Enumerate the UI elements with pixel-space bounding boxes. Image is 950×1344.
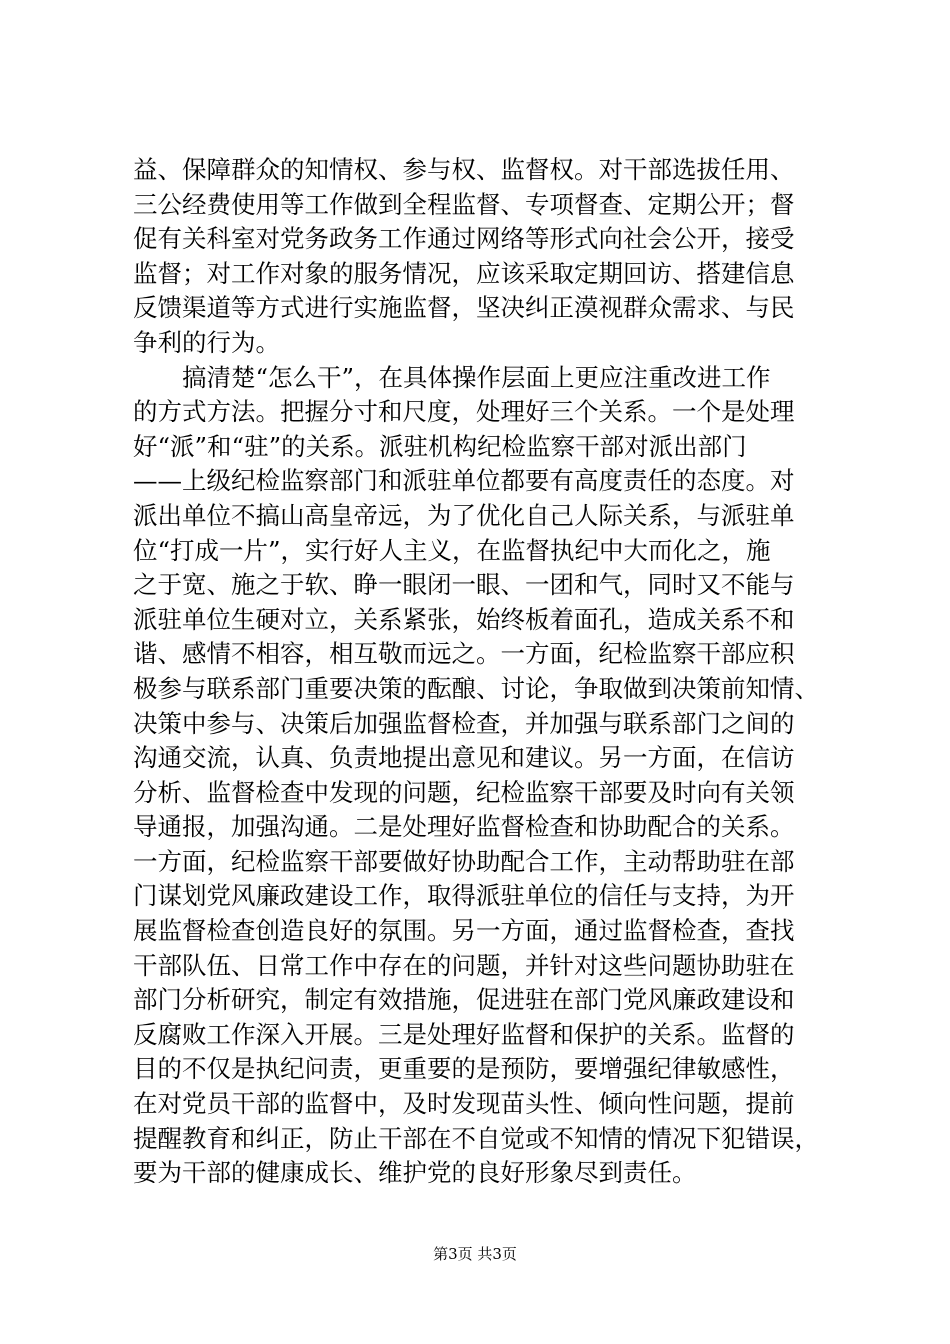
text-line: 益、保障群众的知情权、参与权、监督权。对干部选拔任用、 [133, 155, 795, 184]
text-line: 部门分析研究，制定有效措施，促进驻在部门党风廉政建设和 [133, 985, 795, 1015]
text-line: 之于宽、施之于软、睁一眼闭一眼、一团和气，同时又不能与 [133, 570, 795, 600]
text-line: 反腐败工作深入开展。三是处理好监督和保护的关系。监督的 [133, 1019, 795, 1049]
text-line: 展监督检查创造良好的氛围。另一方面，通过监督检查，查找 [133, 916, 795, 946]
text-line: ——上级纪检监察部门和派驻单位都要有高度责任的态度。对 [133, 466, 795, 496]
text-line: 沟通交流，认真、负责地提出意见和建议。另一方面，在信访 [133, 743, 795, 773]
text-line: 要为干部的健康成长、维护党的良好形象尽到责任。 [133, 1158, 697, 1188]
text-line: 分析、监督检查中发现的问题，纪检监察干部要及时向有关领 [133, 777, 795, 807]
body-text [133, 153, 833, 1191]
text-line: 目的不仅是执纪问责，更重要的是预防，要增强纪律敏感性， [133, 1054, 795, 1084]
text-line: 导通报，加强沟通。二是处理好监督检查和协助配合的关系。 [133, 812, 795, 842]
page-footer [0, 1244, 950, 1264]
text-line: 决策中参与、决策后加强监督检查，并加强与联系部门之间的 [133, 708, 795, 738]
text-line: 提醒教育和纠正，防止干部在不自觉或不知情的情况下犯错误， [133, 1123, 819, 1153]
text-line: 派驻单位生硬对立，关系紧张，始终板着面孔，造成关系不和 [133, 604, 795, 634]
text-line: 在对党员干部的监督中，及时发现苗头性、倾向性问题，提前 [133, 1089, 795, 1119]
text-line: 反馈渠道等方式进行实施监督，坚决纠正漠视群众需求、与民 [133, 293, 795, 323]
text-line: 派出单位不搞山高皇帝远，为了优化自己人际关系，与派驻单 [133, 500, 795, 530]
text-line: 监督；对工作对象的服务情况，应该采取定期回访、搭建信息 [133, 258, 795, 288]
text-line: 门谋划党风廉政建设工作，取得派驻单位的信任与支持，为开 [133, 881, 795, 911]
text-line: 促有关科室对党务政务工作通过网络等形式向社会公开，接受 [133, 224, 795, 254]
text-line: 好“派”和“驻”的关系。派驻机构纪检监察干部对派出部门 [133, 431, 747, 461]
page-number: 第3页 共3页 [433, 1245, 517, 1263]
text-line: 搞清楚“怎么干”，在具体操作层面上更应注重改进工作 [133, 362, 771, 392]
text-line: 谐、感情不相容，相互敬而远之。一方面，纪检监察干部应积 [133, 639, 795, 669]
text-line: 干部队伍、日常工作中存在的问题，并针对这些问题协助驻在 [133, 950, 795, 980]
text-line: 极参与联系部门重要决策的酝酿、讨论，争取做到决策前知情、 [133, 673, 819, 703]
text-line: 位“打成一片”，实行好人主义，在监督执纪中大而化之，施 [133, 535, 771, 565]
text-line: 争利的行为。 [133, 327, 280, 357]
text-line: 一方面，纪检监察干部要做好协助配合工作，主动帮助驻在部 [133, 846, 795, 876]
text-line: 的方式方法。把握分寸和尺度，处理好三个关系。一个是处理 [133, 397, 795, 427]
text-line: 三公经费使用等工作做到全程监督、专项督查、定期公开；督 [133, 189, 795, 219]
